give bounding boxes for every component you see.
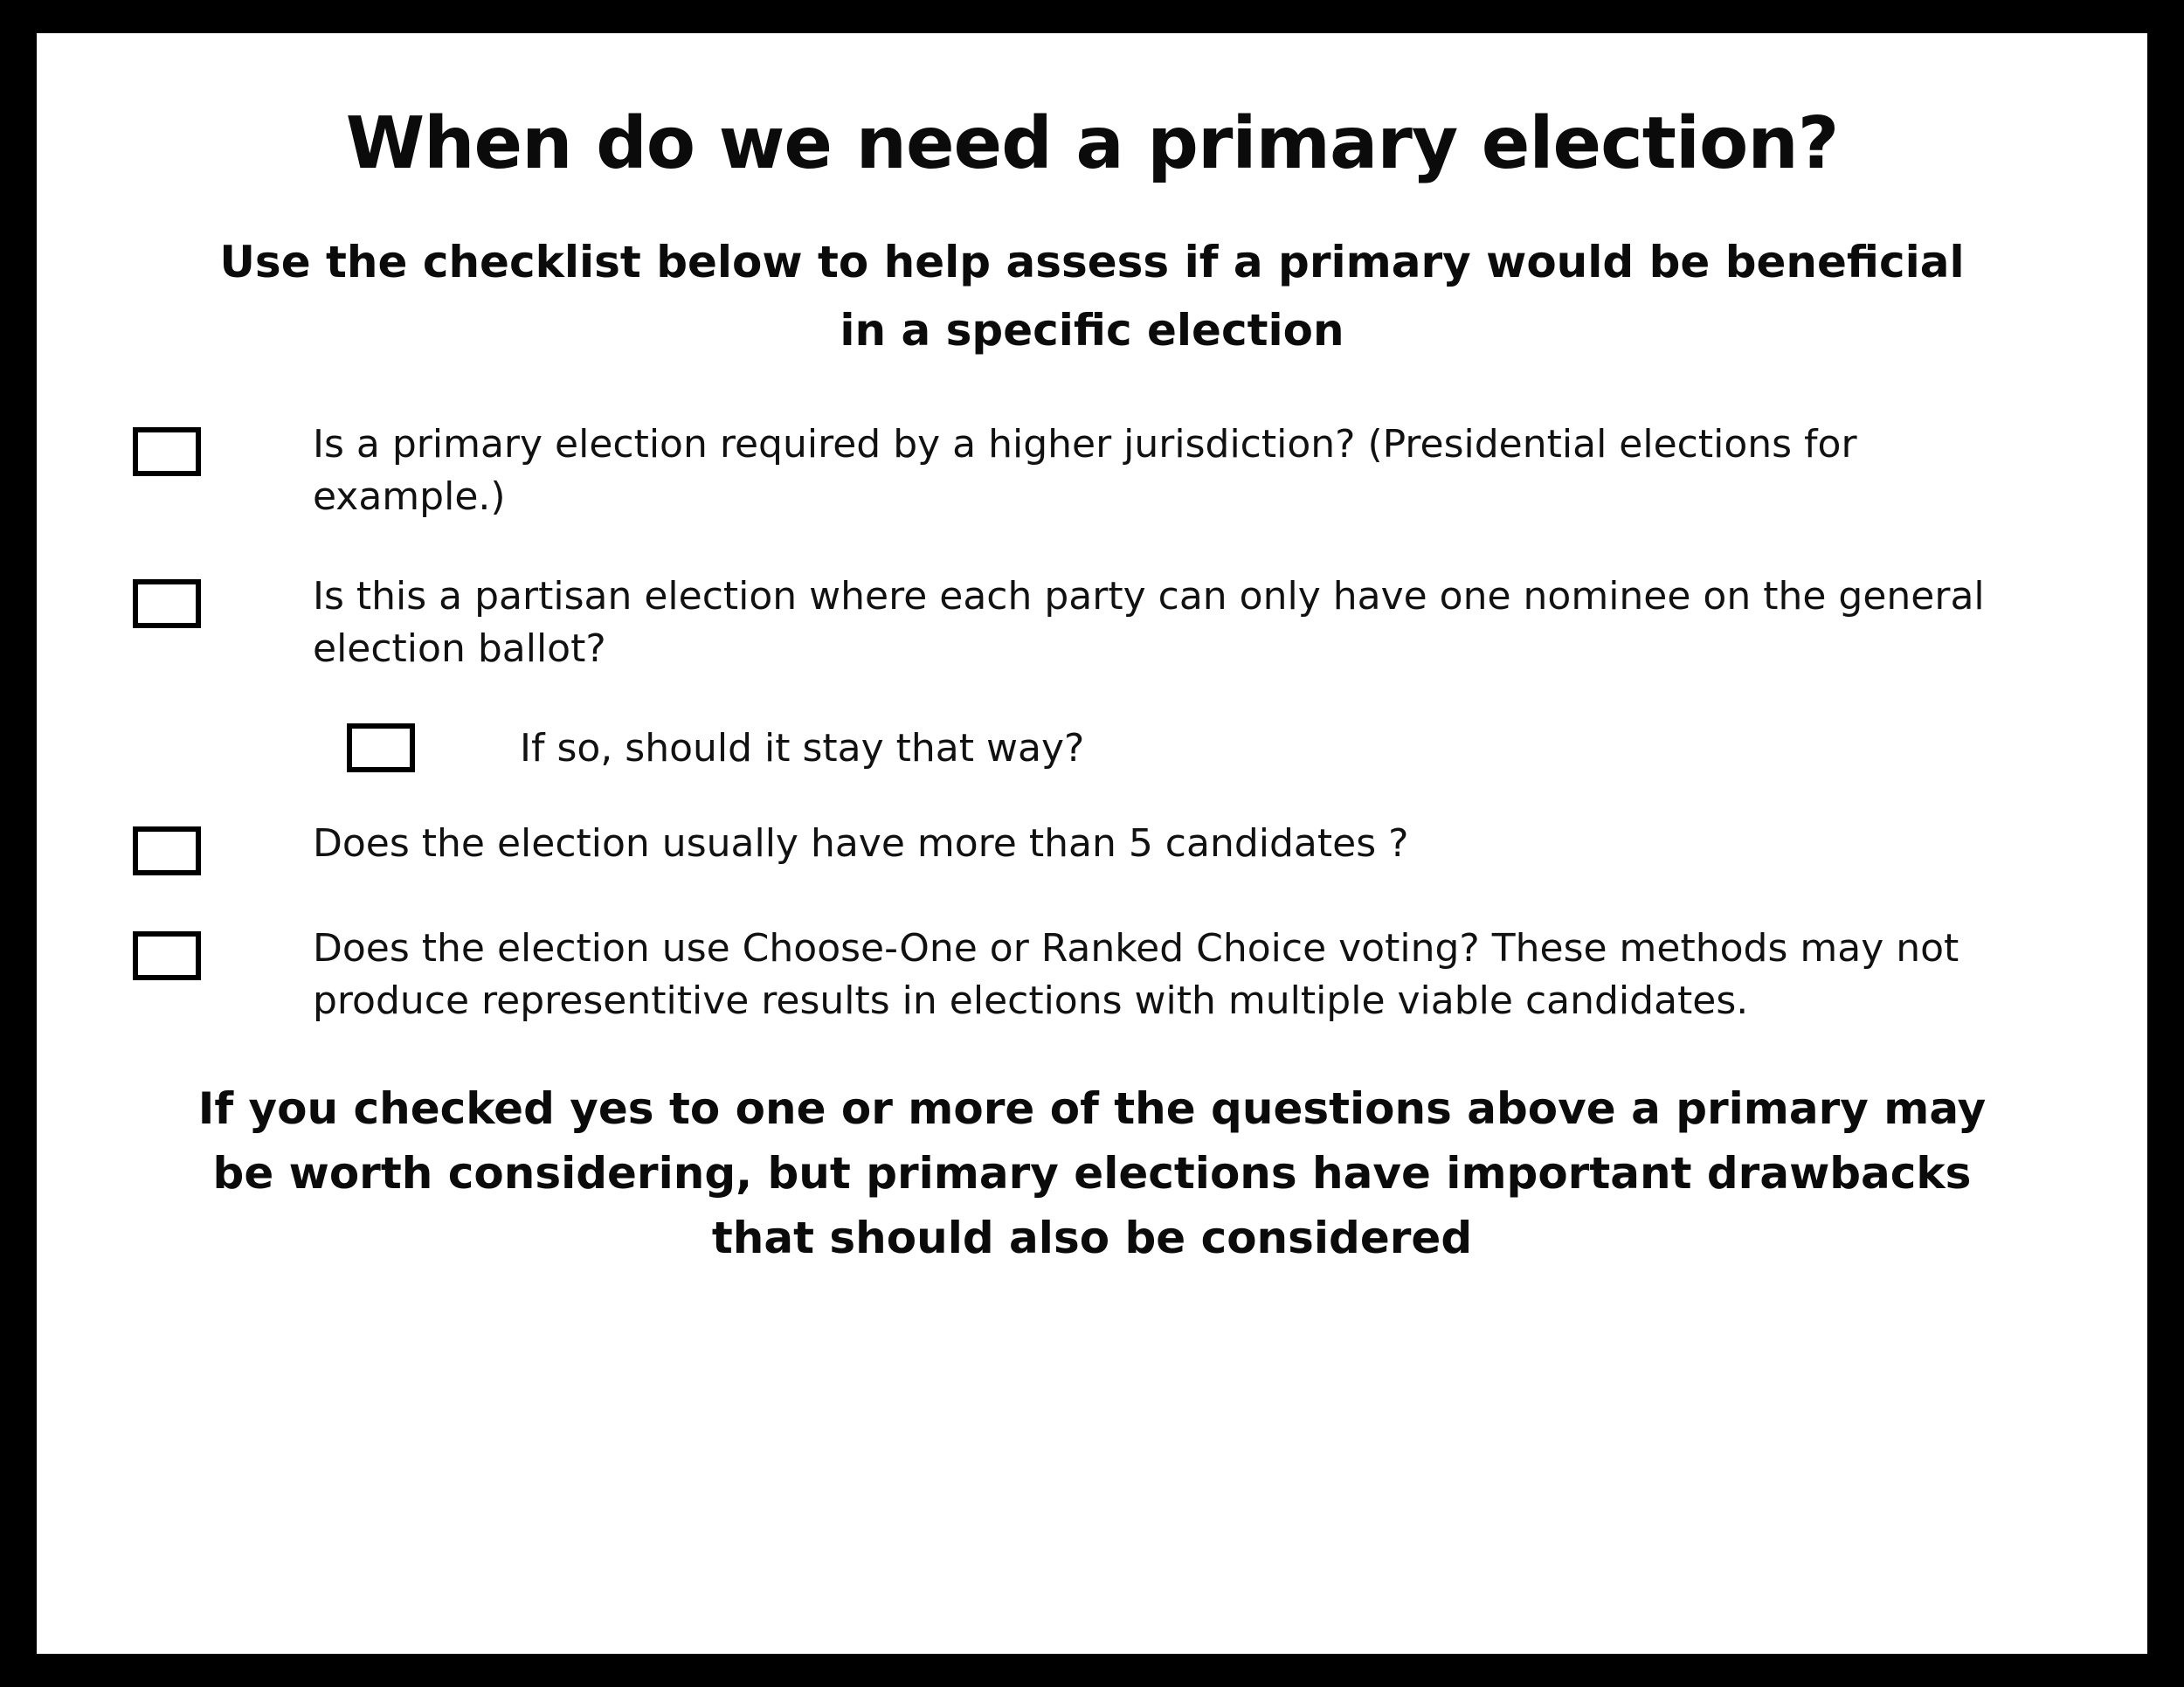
list-item[interactable] (133, 570, 2025, 675)
checklist-item-label: If so, should it stay that way? (520, 725, 1085, 771)
checkbox-question-4[interactable] (133, 931, 201, 980)
checklist-item-label: Does the election usually have more than 5 candidates ? (313, 821, 1409, 867)
list-item[interactable] (133, 418, 2025, 523)
checklist-item-label: Is a primary election required by a higher jurisdiction? (Presidential elections for example.) (313, 422, 1857, 520)
page-subtitle: Use the checklist below to help assess if a primary would be beneficial in a specific election (219, 237, 1965, 356)
checklist-item-label: Is this a partisan election where each party can only have one nominee on the general election ballot? (313, 573, 1985, 671)
checkbox-question-2[interactable] (133, 579, 201, 628)
footer-note: If you checked yes to one or more of the questions above a primary may be worth considering, but primary elections have important drawbacks that should also be considered (197, 1082, 1987, 1263)
slide-page (37, 33, 2147, 1654)
page-title: When do we need a primary election? (345, 102, 1839, 185)
list-item[interactable] (133, 818, 2025, 875)
checklist-item-label: Does the election use Choose-One or Ranked Choice voting? These methods may not produce representitive results in elections with multiple viable candidates. (313, 926, 1959, 1024)
checklist (107, 418, 2077, 1027)
page-content (37, 33, 2147, 1270)
checkbox-question-2a[interactable] (347, 723, 415, 772)
checkbox-question-3[interactable] (133, 826, 201, 875)
checkbox-question-1[interactable] (133, 427, 201, 476)
list-item[interactable] (347, 723, 2025, 775)
list-item[interactable] (133, 923, 2025, 1027)
